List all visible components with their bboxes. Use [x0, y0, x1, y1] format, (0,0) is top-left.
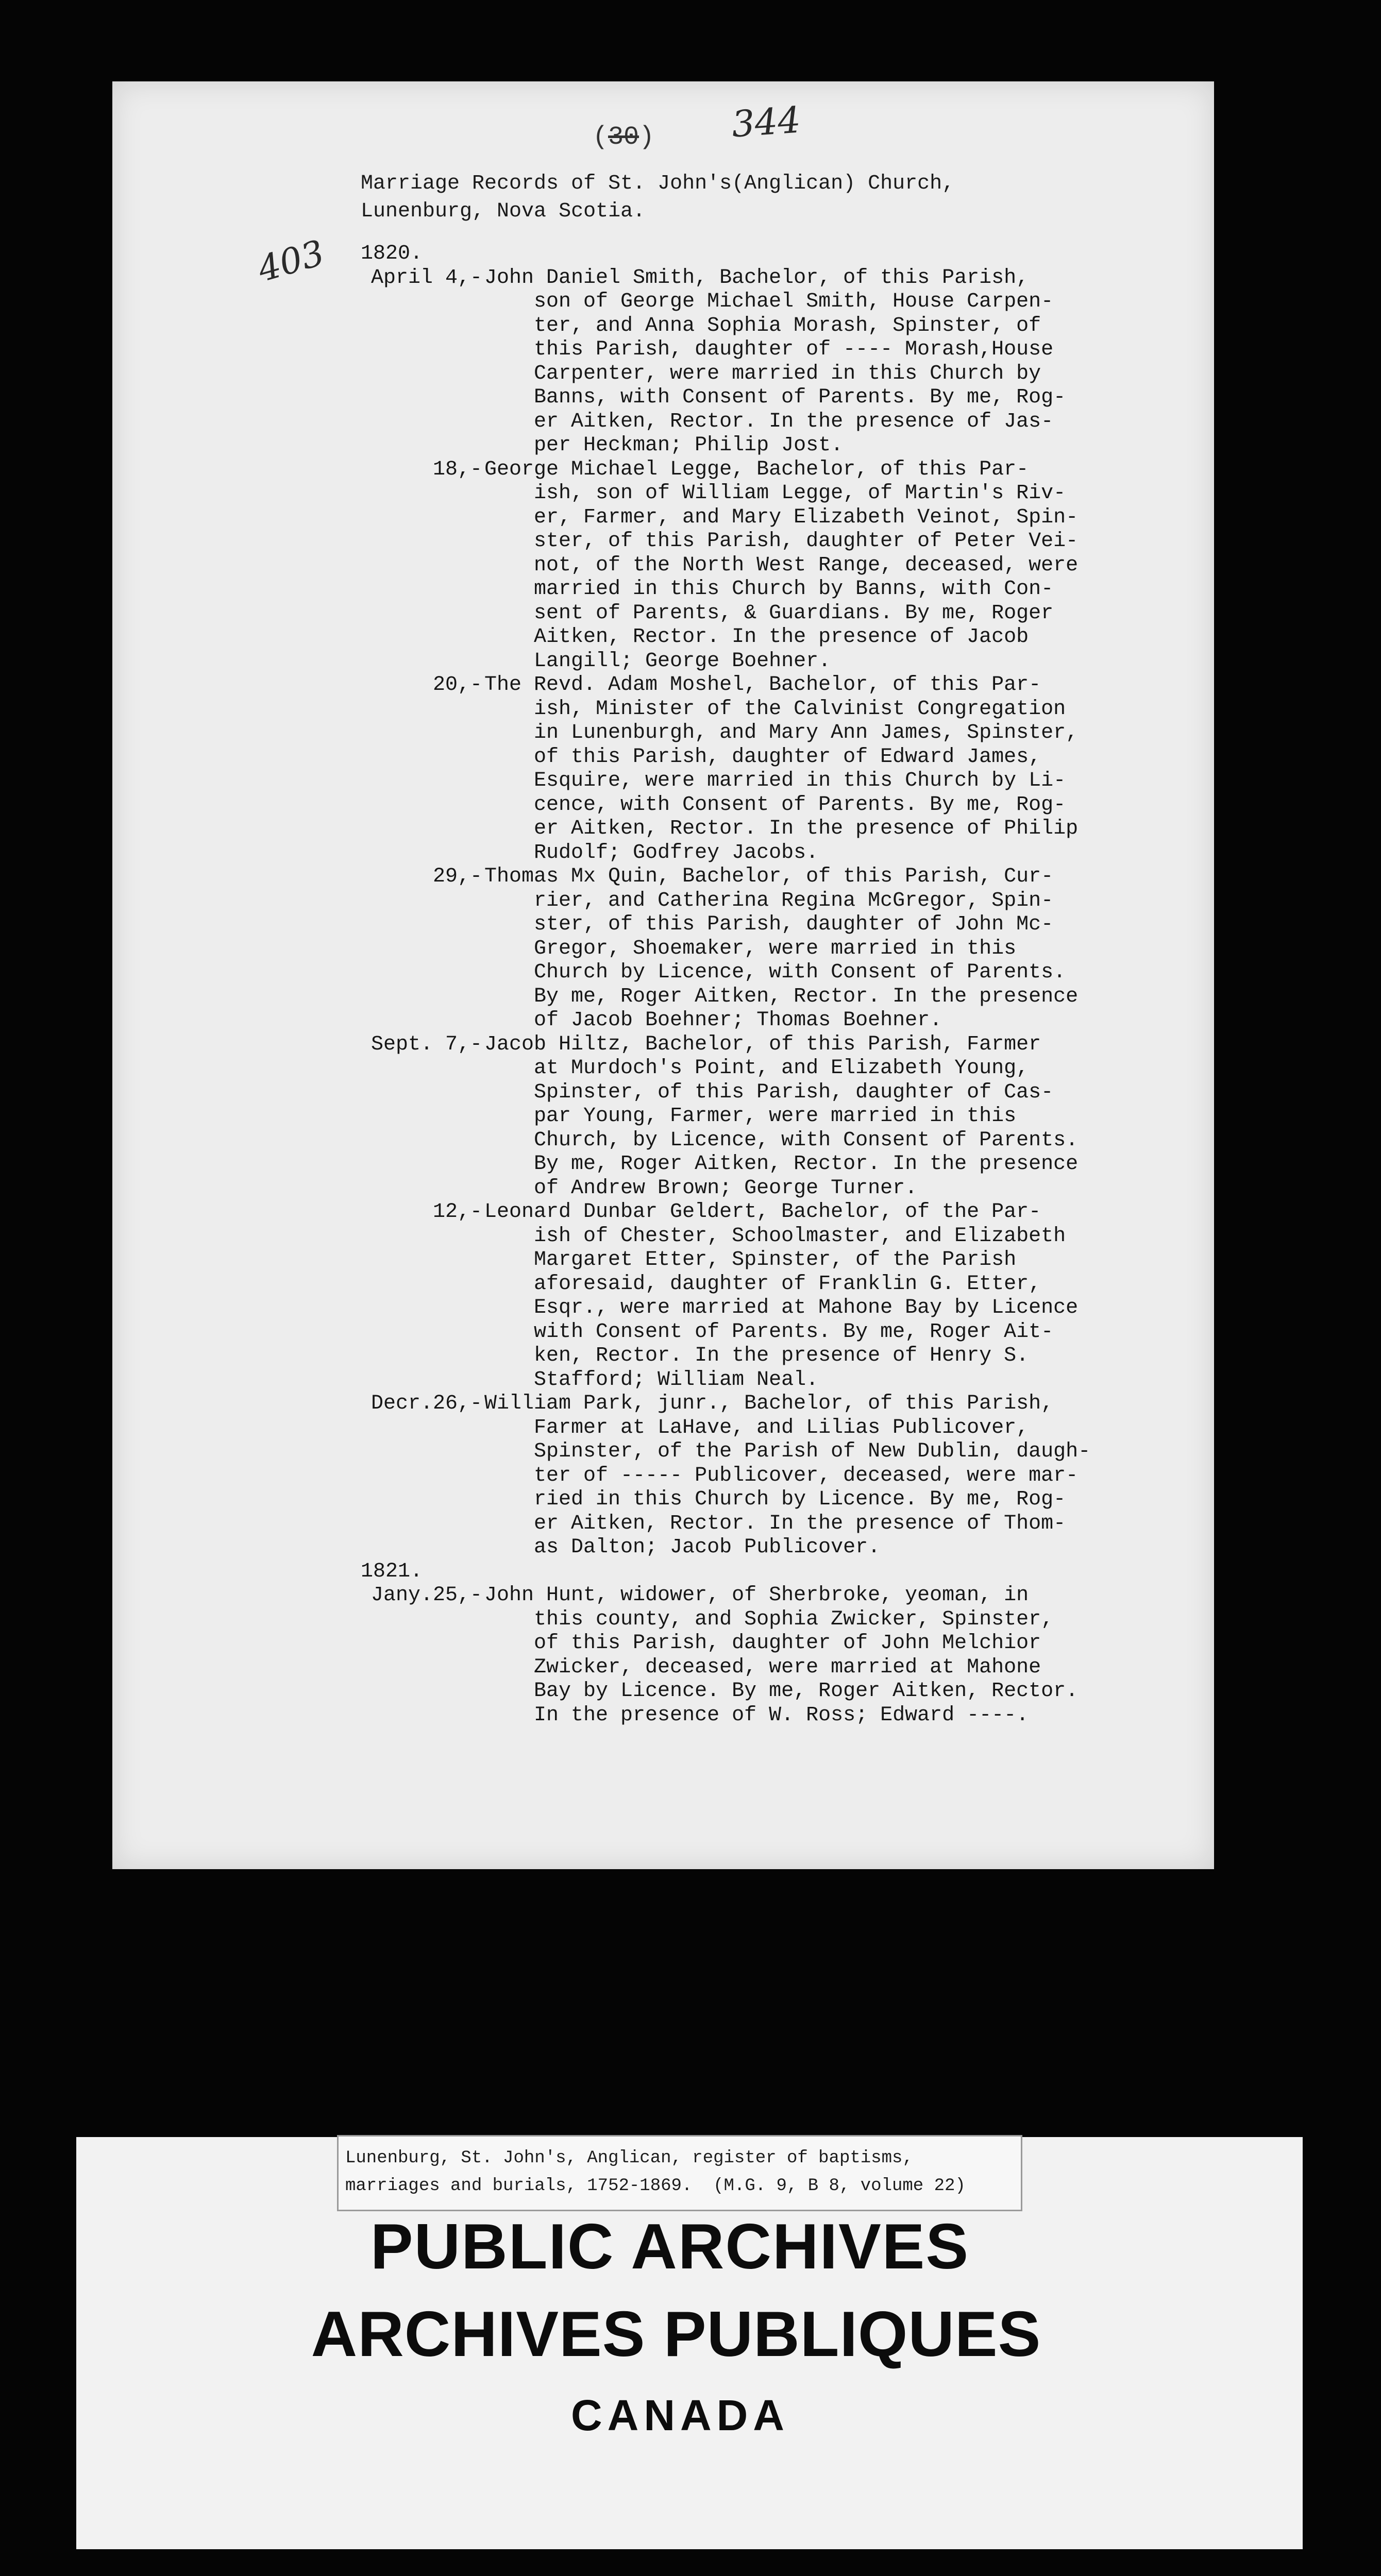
- archives-name-french: ARCHIVES PUBLIQUES: [311, 2299, 1041, 2370]
- reference-label-text: [345, 2144, 966, 2200]
- archives-country: CANADA: [571, 2391, 789, 2439]
- marriage-records: [361, 242, 1165, 1727]
- record-entry: [361, 1584, 1165, 1727]
- entry-text: The Revd. Adam Moshel, Bachelor, of this Par- ish, Minister of the Calvinist Congregation in Lunenburgh, and Mary Ann James, Spinster, of this Parish, daughter of Edward James, Esquire, were married in this Church by Li- cence, with Consent of Parents. By me, Rog- er Aitken, Rector. In the presence of Philip Rudolf; Godfrey Jacobs.: [484, 673, 1079, 865]
- entry-text: Jacob Hiltz, Bachelor, of this Parish, Farmer at Murdoch's Point, and Elizabeth Young, Spinster, of this Parish, daughter of Cas- par Young, Farmer, were married in this Church, by Licence, with Consent of Parents. By me, Roger Aitken, Rector. In the presence of Andrew Brown; George Turner.: [484, 1032, 1079, 1200]
- entry-text: John Hunt, widower, of Sherbroke, yeoman, in this county, and Sophia Zwicker, Spinster, of this Parish, daughter of John Melchior Zwicker, deceased, were married at Mahone Bay by Licence. By me, Roger Aitken, Rector. In the presence of W. Ross; Edward ----.: [484, 1584, 1079, 1727]
- entry-text: Leonard Dunbar Geldert, Bachelor, of the Par- ish of Chester, Schoolmaster, and Elizabeth Margaret Etter, Spinster, of the Parish aforesaid, daughter of Franklin G. Etter, Esqr., were married at Mahone Bay by Licence with Consent of Parents. By me, Roger Ait- ken, Rector. In the presence of Henry S. Stafford; William Neal.: [484, 1200, 1079, 1392]
- record-entry: [361, 865, 1165, 1033]
- record-entry: [361, 1200, 1165, 1392]
- margin-note: 403: [253, 232, 329, 291]
- label-line-2: marriages and burials, 1752-1869. (M.G. 9, B 8, volume 22): [345, 2176, 966, 2196]
- year-heading-1821: 1821.: [361, 1560, 423, 1583]
- entry-date: 29,-: [432, 865, 482, 888]
- archives-name-english: PUBLIC ARCHIVES: [370, 2211, 970, 2282]
- handwritten-page-number: 344: [730, 98, 802, 146]
- entry-date: Jany.25,-: [370, 1584, 482, 1607]
- document-title: [361, 170, 954, 226]
- year-heading-1820: 1820.: [361, 242, 423, 265]
- entry-date: Decr.26,-: [370, 1392, 482, 1415]
- label-line-1: Lunenburg, St. John's, Anglican, register of baptisms,: [345, 2148, 913, 2168]
- entry-date: 20,-: [432, 673, 482, 697]
- record-entry: [361, 1033, 1165, 1201]
- entry-date: Sept. 7,-: [370, 1032, 482, 1056]
- record-entry: [361, 266, 1165, 458]
- entry-text: William Park, junr., Bachelor, of this Parish, Farmer at LaHave, and Lilias Publicover, Spinster, of the Parish of New Dublin, daugh- ter of ----- Publicover, deceased, were mar- ried in this Church by Licence. By me, Rog- er Aitken, Rector. In the presence of Thom- as Dalton; Jacob Publicover.: [484, 1392, 1091, 1559]
- title-line-2: Lunenburg, Nova Scotia.: [361, 200, 646, 223]
- record-entry: [361, 458, 1165, 674]
- struck-page-number: 30: [608, 123, 639, 152]
- entry-text: George Michael Legge, Bachelor, of this Par- ish, son of William Legge, of Martin's Riv- er, Farmer, and Mary Elizabeth Veinot, Spin- ster, of this Parish, daughter of Peter Vei- not, of the North West Range, deceased, were married in this Church by Banns, with Con- sent of Parents, & Guardians. By me, Roger Aitken, Rector. In the presence of Jacob Langill; George Boehner.: [484, 457, 1079, 673]
- title-line-1: Marriage Records of St. John's(Anglican) Church,: [361, 172, 955, 195]
- page-number: (30): [593, 123, 655, 152]
- entry-date: April 4,-: [370, 266, 482, 290]
- entry-text: John Daniel Smith, Bachelor, of this Parish, son of George Michael Smith, House Carpen- ter, and Anna Sophia Morash, Spinster, of this Parish, daughter of ---- Morash,House Carpenter, were married in this Church by Banns, with Consent of Parents. By me, Rog- er Aitken, Rector. In the presence of Jas- per Heckman; Philip Jost.: [484, 266, 1066, 457]
- entry-date: 18,-: [432, 457, 482, 481]
- record-entry: [361, 673, 1165, 865]
- entry-text: Thomas Mx Quin, Bachelor, of this Parish, Cur- rier, and Catherina Regina McGregor, Spin- ster, of this Parish, daughter of John Mc- Gregor, Shoemaker, were married in this Church by Licence, with Consent of Parents. By me, Roger Aitken, Rector. In the presence of Jacob Boehner; Thomas Boehner.: [484, 865, 1079, 1032]
- record-entry: [361, 1392, 1165, 1560]
- entry-date: 12,-: [432, 1200, 482, 1224]
